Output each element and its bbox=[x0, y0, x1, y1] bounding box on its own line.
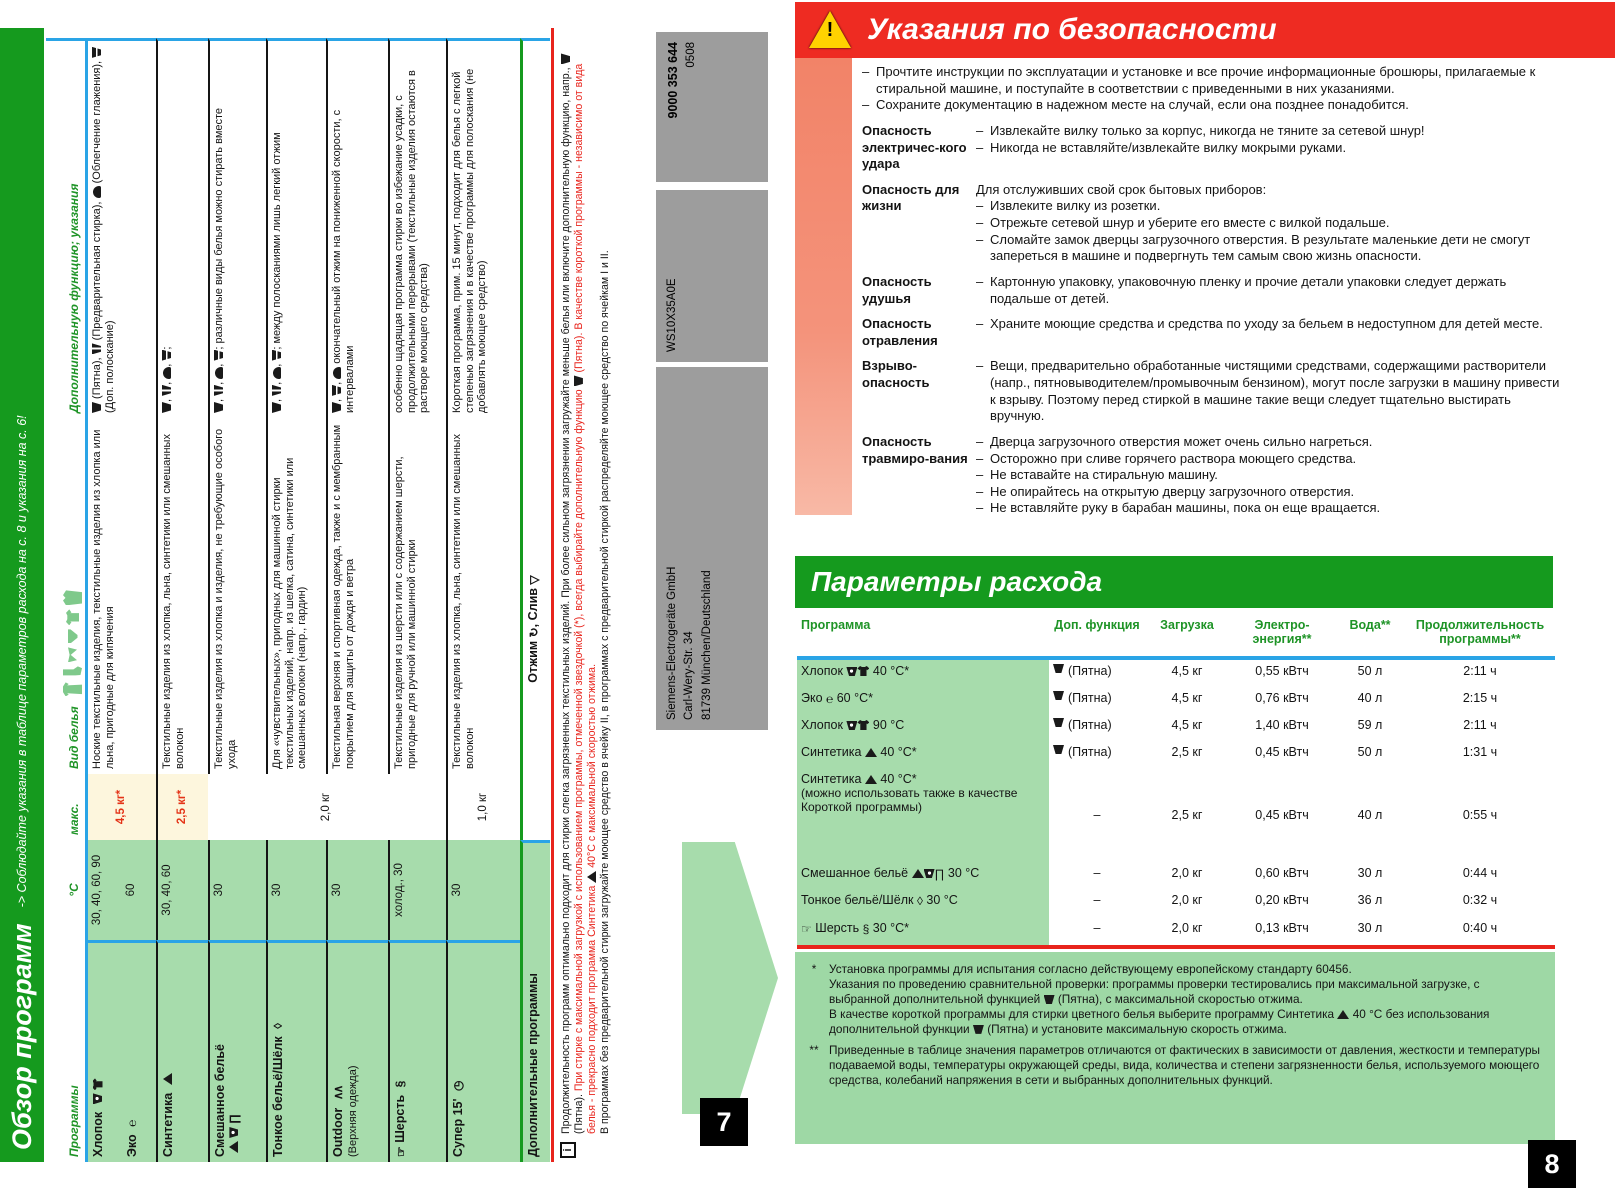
page-number-8: 8 bbox=[1528, 1140, 1576, 1188]
row-program: Синтетика 40 °C* bbox=[797, 741, 1049, 768]
program-synthetics: Синтетика bbox=[156, 940, 208, 1162]
extra-programs-label: Дополнительные программы bbox=[520, 840, 550, 1162]
page-subtitle: -> Соблюдайте указания в таблице параметров расхода на с. 8 и указания на с. 6! bbox=[15, 415, 29, 908]
briefs-icon bbox=[68, 629, 78, 643]
max-load-super15: 1,0 кг bbox=[446, 774, 520, 840]
extras-outdoor: , , окончательный отжим на пониженной скорости, с интервалами bbox=[326, 38, 388, 418]
fabric-cotton: Ноские текстильные изделия, текстильные изделия из хлопка или льна, пригодные для кипячения bbox=[91, 429, 116, 769]
extra-programs-value: Отжим ↻, Слив ▽ bbox=[520, 418, 550, 840]
stain-tub-icon bbox=[1044, 995, 1055, 1004]
stain-tub-icon bbox=[92, 402, 101, 413]
stain-tub-icon bbox=[162, 402, 171, 413]
safety-content bbox=[862, 64, 1562, 517]
temp-super15: 30 bbox=[446, 840, 520, 940]
temp-eco: 60 bbox=[122, 840, 156, 940]
left-page bbox=[0, 28, 792, 1162]
safety-block-suffocation: Опасность удушья – Картонную упаковку, упаковочную пленку и прочие детали упаковки следует держать подальше от детей. bbox=[862, 274, 1562, 307]
fabric-delicates: Для «чувствительных», пригодных для машинной стирки текстильных изделий, напр. из шелка, сатина, синтетики или смешанных волокон (напр., гардин) bbox=[266, 418, 326, 774]
safety-block-injury: Опасность травмиро-вания – Дверца загрузочного отверстия может очень сильно нагреться. – Осторожно при сливе горячего раствора моющего средства. – Не вставайте на стиральную машину. – Не опирайтесь на открытую дверцу загрузочного отверстия. – Не вставляйте руку в барабан машины, пока он еще вращается. bbox=[862, 434, 1562, 517]
fabric-outdoor: Текстильная верхняя и спортивная одежда, также и с мембранным покрытием для защиты от дождя и ветра bbox=[326, 418, 388, 774]
fabric-synthetics: Текстильные изделия из хлопка, льна, синтетики или смешанных волокон bbox=[156, 418, 208, 774]
easy-iron-icon bbox=[93, 186, 101, 198]
hanger-icon bbox=[865, 775, 877, 784]
stain-tub-icon bbox=[1053, 664, 1064, 673]
left-page-rotated-content bbox=[0, 28, 792, 1162]
consumption-table: Программа Доп. функция Загрузка Электро-энергия** Вода** Продолжительность программы** Хлопок 40 °C* (Пятна) 4,5 кг 0,55 кВтч 50 л 2:11 ч Эко ℮ 60 °C* (Пятна) 4,5 кг 0,76 кВтч 40 л 2:15 ч Хлопок 90 °C (Пятна) 4,5 кг 1,40 кВтч 59 л 2:11 ч Синтетика 40 °C* (Пятна) 2,5 кг 0,45 кВтч 50 л 1:31 ч Синтетика 40 °C* (можно использовать также в качестве Короткой программы) – 2,5 кг 0,45 кВтч 40 л 0:55 ч Смешанное бельё ∏ 30 °C – 2,0 кг 0,60 кВтч 30 л 0:44 ч Тонкое бельё/Шёлк ◊ 30 °C – 2,0 кг 0,20 кВтч 36 л 0:32 ч ☞ Шерсть § 30 °C* – 2,0 кг 0,13 кВтч 30 л 0:40 ч bbox=[797, 614, 1555, 949]
safety-block-electric: Опасность электричес-кого удара – Извлекайте вилку только за корпус, никогда не тяните за сетевой шнур! – Никогда не вставляйте/извлекайте вилку мокрыми руками. bbox=[862, 123, 1562, 173]
prewash-icon bbox=[162, 385, 171, 396]
row-program: Эко ℮ 60 °C* bbox=[797, 687, 1049, 714]
imprint-address: Siemens-Electrogeräte GmbH Carl-Wery-Str. 34 81739 München/Deutschland bbox=[656, 367, 768, 730]
temp-mixed: 30 bbox=[208, 840, 266, 940]
program-eco: Эко ℮ bbox=[122, 940, 156, 1162]
boil-tub-icon bbox=[846, 721, 857, 730]
stain-tub-icon bbox=[561, 53, 570, 64]
row-program: Тонкое бельё/Шёлк ◊ 30 °C bbox=[797, 889, 1049, 917]
stain-tub-icon bbox=[973, 1025, 984, 1034]
row-program: Смешанное бельё ∏ 30 °C bbox=[797, 862, 1049, 889]
clock-icon: ◷ bbox=[451, 1080, 465, 1092]
col-header-programs: Программы bbox=[46, 940, 88, 1162]
temp-synthetics: 30, 40, 60 bbox=[156, 840, 208, 940]
hand-wash-icon: ☞ bbox=[394, 1146, 408, 1157]
row-program: Хлопок 40 °C* bbox=[797, 660, 1049, 687]
safety-intro-item: – Прочтите инструкции по эксплуатации и установке и все прочие информационные брошюры, прилагаемые к стиральной машине, и поступайте в соответствии с приведенными в них указаниями. bbox=[862, 64, 1562, 97]
stain-tub-icon bbox=[1053, 718, 1064, 727]
temp-wool: холод., 30 bbox=[388, 840, 446, 940]
fabric-super15: Текстильные изделия из хлопка, льна, синтетики или смешанных волокон bbox=[446, 418, 520, 774]
boil-tub-icon bbox=[846, 667, 857, 676]
tshirt-icon bbox=[857, 666, 869, 676]
wool-skein-icon: § bbox=[862, 922, 870, 936]
program-delicates: Тонкое бельё/Шёлк ◊ bbox=[266, 940, 326, 1162]
extras-mixed: , , , ; различные виды белья можно стирать вместе bbox=[208, 38, 266, 418]
extras-synthetics: , , , ; bbox=[156, 38, 208, 418]
row-program: Синтетика 40 °C* (можно использовать также в качестве Короткой программы) bbox=[797, 768, 1049, 862]
tshirt-icon bbox=[66, 609, 79, 625]
eco-icon: ℮ bbox=[125, 1119, 139, 1127]
prewash-icon bbox=[92, 343, 101, 354]
easy-iron-icon bbox=[273, 367, 281, 379]
easy-iron-icon bbox=[333, 367, 341, 379]
fold-arrow bbox=[682, 842, 778, 1114]
warning-icon: ! bbox=[807, 9, 853, 51]
bra-icon bbox=[68, 647, 77, 662]
easy-iron-icon bbox=[163, 367, 171, 379]
row-extra: (Пятна) bbox=[1049, 741, 1145, 768]
clothes-icons bbox=[63, 586, 82, 696]
overview-footnote bbox=[554, 28, 646, 1162]
program-overview-table bbox=[46, 28, 550, 1162]
drain-icon: ▽ bbox=[527, 575, 541, 585]
extras-cotton: (Пятна), (Предварительная стирка), (Облегчение глажения), (Доп. полоскание) bbox=[88, 38, 156, 418]
row-program: Хлопок 90 °C bbox=[797, 714, 1049, 741]
fabric-mixed: Текстильные изделия из хлопка и изделия, не требующие особого ухода bbox=[208, 418, 266, 774]
col-header-water: Вода** bbox=[1335, 614, 1405, 660]
col-header-program: Программа bbox=[797, 614, 1049, 660]
hanger-icon bbox=[587, 871, 596, 883]
extras-super15: Короткая программа, прим. 15 минут, подходит для белья с легкой степенью загрязнения и в качестве программы для полоскания (не добавлять моющее средство) bbox=[446, 38, 520, 418]
row-program: ☞ Шерсть § 30 °C* bbox=[797, 917, 1049, 945]
extra-rinse-icon bbox=[92, 47, 101, 58]
blouse-icon bbox=[63, 682, 82, 696]
spin-icon: ↻ bbox=[527, 627, 541, 638]
extra-rinse-icon bbox=[272, 350, 281, 361]
info-icon: i bbox=[560, 1142, 576, 1158]
temp-cotton: 30, 40, 60, 90 bbox=[88, 840, 122, 940]
imprint-order: 9000 353 644 0508 bbox=[656, 32, 768, 182]
tshirt-icon bbox=[857, 720, 869, 730]
col-header-max: макс. bbox=[46, 774, 88, 840]
hanger-icon bbox=[163, 1073, 172, 1085]
hand-wash-icon: ☞ bbox=[801, 922, 812, 936]
silk-bud-icon: ◊ bbox=[916, 894, 923, 908]
salmon-margin-strip bbox=[795, 58, 852, 515]
stain-tub-icon bbox=[214, 402, 223, 413]
safety-block-life: Опасность для жизни Для отслуживших свой срок бытовых приборов: – Извлеките вилку из розетки. – Отрежьте сетевой шнур и уберите его вместе с вилкой подальше. – Сломайте замок дверцы загрузочного отверстия. В результате маленькие дети не смогут запереться в машине и подвергнуть тем самым свою жизнь опасности. bbox=[862, 182, 1562, 265]
pants-icon: ∏ bbox=[934, 867, 945, 881]
consumption-titlebar bbox=[795, 556, 1553, 608]
eco-icon: ℮ bbox=[826, 692, 834, 706]
hanger-icon bbox=[1337, 1010, 1349, 1019]
safety-intro-item: – Сохраните документацию в надежном месте на случай, если она позднее понадобится. bbox=[862, 97, 1562, 114]
footnote-star: * Установка программы для испытания согласно действующему европейскому стандарту 60456. Указания по проведению сравнительной проверки: программы проверки тестировались при максимальной загрузке, с выбранной дополнительной функцией (Пятна), с максимальной скоростью отжима. В качестве короткой программы для стирки цветного белья выберите программу Синтетика 40 °C без использования дополнительной функции (Пятна) и установите максимальную скорость отжима. bbox=[811, 962, 1490, 1036]
boil-tub-icon bbox=[924, 869, 935, 878]
boil-tub-icon bbox=[229, 1127, 238, 1138]
col-header-energy: Электро-энергия** bbox=[1229, 614, 1335, 660]
hanger-icon bbox=[865, 748, 877, 757]
col-header-extras: Дополнительную функцию; указания bbox=[46, 38, 88, 418]
safety-block-explosion: Взрыво-опасность – Вещи, предварительно обработанные чистящими средствами, содержащими растворители (напр., пятновыводителем/промывочным бензином), могут после загрузки в машину привести к взрыву. Поэтому перед стиркой в машине такие вещи следует тщательно выстирать вручную. bbox=[862, 358, 1562, 425]
stain-tub-icon bbox=[272, 402, 281, 413]
program-overview-titlebar bbox=[0, 28, 44, 1162]
mountains-icon: ∧∧ bbox=[331, 1086, 345, 1101]
program-wool: ☞ Шерсть § bbox=[388, 940, 446, 1162]
silk-bud-icon: ◊ bbox=[271, 1022, 285, 1029]
stain-tub-icon bbox=[1053, 745, 1064, 754]
extras-wool: особенно щадящая программа стирки во избежание усадки, с продолжительными перерывами (текстильные изделия остаются в растворе моющего средства) bbox=[388, 38, 446, 418]
program-outdoor: Outdoor ∧∧ (Верхняя одежда) bbox=[326, 940, 388, 1162]
imprint-band bbox=[646, 28, 788, 1162]
overview-footnote-text: Продолжительность программ оптимально подходит для стирки слегка загрязненных текстильных изделий. При более сильном загрязнении загружайте меньше белья или включите дополнительную функцию, напр., (Пятна). При стирке с максимальной загрузкой с использованием программы, отмеченной звездочкой (*), всегда выбирайте дополнительную функцию (Пятна). В качестве короткой программы - независимо от вида белья - прекрасно подходит программа Синтетика 40°C с максимальной скоростью отжима. В программах без предварительной стирки загружайте моющее средство в ячейку II, в программах с предварительной стиркой распределяйте моющее средство по ячейкам I и II. bbox=[560, 36, 646, 1134]
imprint-model: WS10X35A0E bbox=[656, 190, 768, 362]
extras-delicates: , , , ; между полосканиями лишь легкий отжим bbox=[266, 38, 326, 418]
page-number-7: 7 bbox=[700, 1098, 748, 1146]
program-cotton: Хлопок bbox=[88, 940, 122, 1162]
stain-tub-icon bbox=[574, 376, 583, 387]
row-extra: (Пятна) bbox=[1049, 660, 1145, 687]
program-mixed: Смешанное бельё ∏ bbox=[208, 940, 266, 1162]
temp-outdoor: 30 bbox=[326, 840, 388, 940]
safety-block-poisoning: Опасность отравления – Храните моющие средства и средства по уходу за бельем в недоступном для детей месте. bbox=[862, 316, 1562, 349]
safety-titlebar bbox=[795, 2, 1615, 58]
wool-skein-icon: § bbox=[393, 1080, 407, 1088]
tshirt-icon bbox=[93, 1078, 103, 1090]
extra-rinse-icon bbox=[162, 350, 171, 361]
extra-rinse-icon bbox=[332, 385, 341, 396]
col-header-duration: Продолжительность программы** bbox=[1405, 614, 1555, 660]
max-load-shared: 2,0 кг bbox=[320, 792, 333, 822]
prewash-icon bbox=[272, 385, 281, 396]
extra-programs-spacer bbox=[520, 38, 550, 418]
jacket-icon bbox=[63, 590, 82, 605]
row-extra: (Пятна) bbox=[1049, 687, 1145, 714]
prewash-icon bbox=[214, 385, 223, 396]
max-load-synthetics: 2,5 кг* bbox=[156, 774, 208, 840]
sock-icon bbox=[63, 666, 82, 678]
col-header-load: Загрузка bbox=[1145, 614, 1229, 660]
program-super15: Супер 15' ◷ bbox=[446, 940, 520, 1162]
col-header-fabric: Вид белья bbox=[46, 418, 88, 774]
safety-title: Указания по безопасности bbox=[867, 13, 1277, 46]
col-header-temp: °C bbox=[46, 840, 88, 940]
footnote-double-star: ** Приведенные в таблице значения параметров отличаются от фактических в зависимости от давления, жесткости и температуры подаваемой воды, температуры окружающей среды, вида, количества и степени загрязненности белья, используемого моющего средства, колебаний напряжения в сети и выбранных дополнительных функций. bbox=[809, 1042, 1540, 1087]
pants-icon: ∏ bbox=[226, 1114, 241, 1124]
max-load-cotton: 4,5 кг* bbox=[88, 774, 156, 840]
temp-delicates: 30 bbox=[266, 840, 326, 940]
stain-tub-icon bbox=[332, 402, 341, 413]
boil-tub-icon bbox=[93, 1093, 102, 1104]
consumption-footnotes bbox=[795, 952, 1555, 1144]
easy-iron-icon bbox=[215, 367, 223, 379]
stain-tub-icon bbox=[1053, 691, 1064, 700]
row-extra: (Пятна) bbox=[1049, 714, 1145, 741]
hanger-icon bbox=[912, 869, 924, 878]
hanger-icon bbox=[229, 1141, 238, 1153]
fabric-wool: Текстильные изделия из шерсти или с содержанием шерсти, пригодные для ручной или машинной стирки bbox=[388, 418, 446, 774]
col-header-extra: Доп. функция bbox=[1049, 614, 1145, 660]
page-title: Обзор программ bbox=[6, 923, 37, 1150]
consumption-title: Параметры расхода bbox=[811, 566, 1103, 597]
extra-rinse-icon bbox=[214, 350, 223, 361]
